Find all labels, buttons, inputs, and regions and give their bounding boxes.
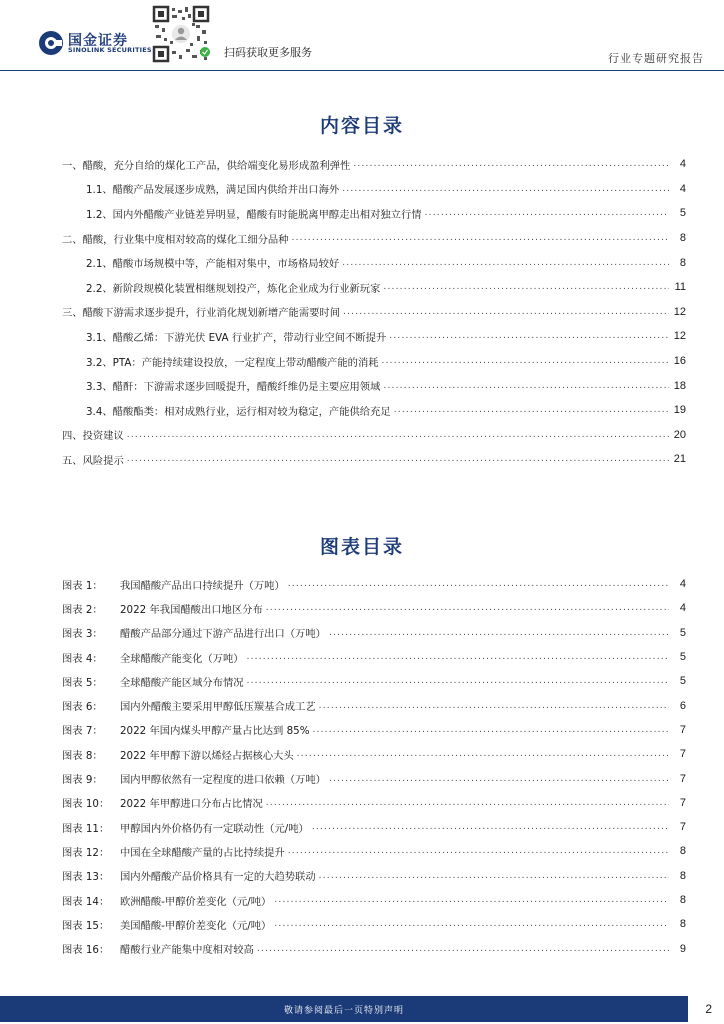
figure-page: 8 bbox=[679, 869, 686, 882]
toc-entry-text: 1.2、国内外醋酸产业链差异明显，醋酸有时能脱离甲醇走出相对独立行情 bbox=[86, 208, 422, 221]
figure-entry[interactable] bbox=[62, 669, 686, 693]
figure-entry[interactable] bbox=[62, 693, 686, 717]
figure-label: 图表 12： bbox=[62, 846, 110, 859]
leader-dots bbox=[274, 895, 669, 905]
leader-dots bbox=[383, 282, 669, 292]
leader-dots bbox=[329, 774, 669, 784]
toc-entry[interactable] bbox=[62, 324, 686, 349]
toc-entry[interactable] bbox=[62, 250, 686, 275]
figure-entry[interactable] bbox=[62, 645, 686, 669]
figure-label: 图表 3： bbox=[62, 628, 103, 641]
figure-caption: 2022 年甲醇进口分布占比情况 bbox=[120, 798, 263, 811]
figure-entry[interactable] bbox=[62, 621, 686, 645]
page-footer bbox=[0, 996, 724, 1024]
list-of-figures bbox=[62, 572, 686, 961]
figure-label: 图表 16： bbox=[62, 944, 110, 957]
leader-dots bbox=[329, 628, 669, 638]
figure-label: 图表 10： bbox=[62, 798, 110, 811]
report-type-label: 行业专题研究报告 bbox=[608, 52, 704, 65]
toc-entry-page: 18 bbox=[673, 379, 686, 392]
figure-caption: 醋酸产品部分通过下游产品进行出口（万吨） bbox=[120, 628, 326, 641]
leader-dots bbox=[342, 184, 669, 194]
leader-dots bbox=[353, 159, 669, 169]
figure-page: 7 bbox=[679, 796, 686, 809]
toc-entry[interactable] bbox=[62, 275, 686, 300]
figure-caption: 国内外醋酸产品价格具有一定的大趋势联动 bbox=[120, 871, 316, 884]
toc-entry[interactable] bbox=[62, 226, 686, 251]
toc-entry[interactable] bbox=[62, 201, 686, 226]
figure-page: 9 bbox=[679, 942, 686, 955]
toc-entry-page: 19 bbox=[673, 404, 686, 417]
toc-entry[interactable] bbox=[62, 152, 686, 177]
toc-entry-page: 21 bbox=[673, 453, 686, 466]
figure-label: 图表 4： bbox=[62, 652, 103, 665]
figure-caption: 欧洲醋酸-甲醇价差变化（元/吨） bbox=[120, 895, 272, 908]
header-divider bbox=[0, 70, 724, 71]
figure-page: 8 bbox=[679, 918, 686, 931]
leader-dots bbox=[297, 749, 669, 759]
figure-caption: 我国醋酸产品出口持续提升（万吨） bbox=[120, 579, 285, 592]
figure-page: 5 bbox=[679, 675, 686, 688]
toc-entry-text: 3.2、PTA：产能持续建设投放，一定程度上带动醋酸产能的消耗 bbox=[86, 356, 379, 369]
toc-entry-page: 11 bbox=[674, 281, 686, 294]
sinolink-logo-icon bbox=[38, 30, 64, 56]
figure-label: 图表 9： bbox=[62, 774, 103, 787]
toc-entry-text: 五、风险提示 bbox=[62, 454, 124, 467]
figure-label: 图表 15： bbox=[62, 919, 110, 932]
leader-dots bbox=[266, 603, 669, 613]
toc-entry[interactable] bbox=[62, 373, 686, 398]
figure-entry[interactable] bbox=[62, 839, 686, 863]
figure-label: 图表 2： bbox=[62, 603, 103, 616]
figure-caption: 甲醇国内外价格仍有一定联动性（元/吨） bbox=[120, 822, 309, 835]
figure-page: 4 bbox=[679, 602, 686, 615]
toc-entry-text: 2.2、新阶段规模化装置相继规划投产，炼化企业成为行业新玩家 bbox=[86, 282, 381, 295]
leader-dots bbox=[274, 919, 669, 929]
figure-entry[interactable] bbox=[62, 936, 686, 960]
leader-dots bbox=[425, 208, 669, 218]
leader-dots bbox=[247, 652, 669, 662]
logo-chinese-name: 国金证券 bbox=[68, 33, 128, 49]
figure-page: 8 bbox=[679, 894, 686, 906]
figure-label: 图表 11： bbox=[62, 822, 110, 835]
figure-caption: 美国醋酸-甲醇价差变化（元/吨） bbox=[120, 919, 272, 932]
toc-entry-page: 20 bbox=[673, 428, 686, 441]
leader-dots bbox=[319, 701, 669, 711]
toc-entry[interactable] bbox=[62, 349, 686, 374]
footer-bar bbox=[0, 996, 688, 1022]
figure-caption: 国内外醋酸主要采用甲醇低压羰基合成工艺 bbox=[120, 701, 316, 714]
toc-entry-text: 2.1、醋酸市场规模中等，产能相对集中，市场格局较好 bbox=[86, 258, 340, 271]
leader-dots bbox=[247, 676, 669, 686]
leader-dots bbox=[342, 258, 669, 268]
leader-dots bbox=[319, 871, 669, 881]
figure-entry[interactable] bbox=[62, 815, 686, 839]
toc-entry-text: 3.4、醋酸酯类：相对成熟行业，运行相对较为稳定，产能供给充足 bbox=[86, 405, 391, 418]
toc-entry-page: 8 bbox=[679, 232, 686, 245]
figure-page: 4 bbox=[679, 578, 686, 591]
table-of-contents bbox=[62, 152, 686, 472]
toc-entry-page: 16 bbox=[673, 355, 686, 368]
figure-entry[interactable] bbox=[62, 912, 686, 936]
figure-caption: 全球醋酸产能变化（万吨） bbox=[120, 652, 244, 665]
figure-entry[interactable] bbox=[62, 572, 686, 596]
figure-caption: 全球醋酸产能区域分布情况 bbox=[120, 676, 244, 689]
figure-label: 图表 14： bbox=[62, 895, 110, 908]
figure-page: 7 bbox=[679, 772, 686, 785]
toc-entry-text: 四、投资建议 bbox=[62, 430, 124, 443]
leader-dots bbox=[266, 798, 669, 808]
figure-entry[interactable] bbox=[62, 596, 686, 620]
figures-title: 图表目录 bbox=[319, 536, 404, 558]
logo-english-name: SINOLINK SECURITIES bbox=[68, 46, 152, 54]
toc-entry-text: 1.1、醋酸产品发展逐步成熟，满足国内供给并出口海外 bbox=[86, 184, 340, 197]
figure-page: 7 bbox=[679, 723, 686, 736]
toc-entry-text: 三、醋酸下游需求逐步提升，行业消化规划新增产能需要时间 bbox=[62, 307, 341, 320]
toc-entry-page: 12 bbox=[673, 330, 686, 343]
toc-entry-page: 8 bbox=[679, 256, 686, 269]
figure-label: 图表 7： bbox=[62, 725, 103, 738]
figure-page: 8 bbox=[679, 845, 686, 858]
toc-entry-text: 二、醋酸，行业集中度相对较高的煤化工细分品种 bbox=[62, 233, 289, 246]
figure-entry[interactable] bbox=[62, 718, 686, 742]
figure-caption: 醋酸行业产能集中度相对较高 bbox=[120, 944, 254, 957]
leader-dots bbox=[382, 356, 669, 366]
leader-dots bbox=[257, 944, 669, 954]
toc-title: 内容目录 bbox=[319, 115, 404, 137]
toc-entry[interactable] bbox=[62, 177, 686, 202]
figure-page: 5 bbox=[679, 651, 686, 664]
figure-label: 图表 8： bbox=[62, 749, 103, 762]
toc-entry-page: 4 bbox=[679, 158, 686, 171]
toc-entry[interactable] bbox=[62, 423, 686, 448]
figure-caption: 国内甲醇依然有一定程度的进口依赖（万吨） bbox=[120, 774, 326, 787]
figure-label: 图表 1： bbox=[62, 579, 103, 592]
leader-dots bbox=[127, 454, 669, 464]
leader-dots bbox=[313, 725, 670, 735]
leader-dots bbox=[127, 430, 669, 440]
toc-entry[interactable] bbox=[62, 300, 686, 325]
toc-entry[interactable] bbox=[62, 398, 686, 423]
figure-label: 图表 13： bbox=[62, 871, 110, 884]
leader-dots bbox=[394, 405, 669, 415]
leader-dots bbox=[292, 233, 669, 243]
toc-entry-page: 4 bbox=[679, 182, 686, 195]
figure-page: 6 bbox=[679, 699, 686, 712]
figure-entry[interactable] bbox=[62, 766, 686, 790]
leader-dots bbox=[343, 307, 669, 317]
figure-entry[interactable] bbox=[62, 888, 686, 912]
toc-entry-text: 一、醋酸，充分自给的煤化工产品，供给端变化易形成盈利弹性 bbox=[62, 159, 351, 172]
leader-dots bbox=[312, 822, 669, 832]
figure-caption: 中国在全球醋酸产量的占比持续提升 bbox=[120, 846, 285, 859]
disclaimer-notice: 敬请参阅最后一页特别声明 bbox=[283, 1006, 404, 1016]
toc-entry[interactable] bbox=[62, 447, 686, 472]
toc-entry-page: 12 bbox=[673, 305, 686, 318]
leader-dots bbox=[288, 579, 669, 589]
qr-code-icon[interactable] bbox=[152, 5, 210, 63]
leader-dots bbox=[383, 381, 669, 391]
leader-dots bbox=[288, 846, 669, 856]
figure-caption: 2022 年国内煤头甲醇产量占比达到 85% bbox=[120, 725, 310, 738]
page-header bbox=[0, 0, 724, 72]
figure-label: 图表 6： bbox=[62, 701, 103, 714]
leader-dots bbox=[389, 331, 669, 341]
figure-caption: 2022 年我国醋酸出口地区分布 bbox=[120, 603, 263, 616]
figure-entry[interactable] bbox=[62, 864, 686, 888]
figure-caption: 2022 年甲醇下游以烯烃占据核心大头 bbox=[120, 749, 294, 762]
page-number: 2 bbox=[705, 1002, 712, 1016]
figure-entry[interactable] bbox=[62, 742, 686, 766]
toc-entry-text: 3.3、醋酐：下游需求逐步回暖提升，醋酸纤维仍是主要应用领域 bbox=[86, 381, 381, 394]
toc-entry-text: 3.1、醋酸乙烯：下游光伏 EVA 行业扩产，带动行业空间不断提升 bbox=[86, 331, 387, 344]
figure-label: 图表 5： bbox=[62, 676, 103, 689]
figure-entry[interactable] bbox=[62, 791, 686, 815]
toc-entry-page: 5 bbox=[679, 207, 686, 220]
figure-page: 5 bbox=[679, 626, 686, 639]
qr-caption: 扫码获取更多服务 bbox=[224, 46, 312, 59]
figure-page: 7 bbox=[679, 748, 686, 761]
figure-page: 7 bbox=[679, 821, 686, 834]
